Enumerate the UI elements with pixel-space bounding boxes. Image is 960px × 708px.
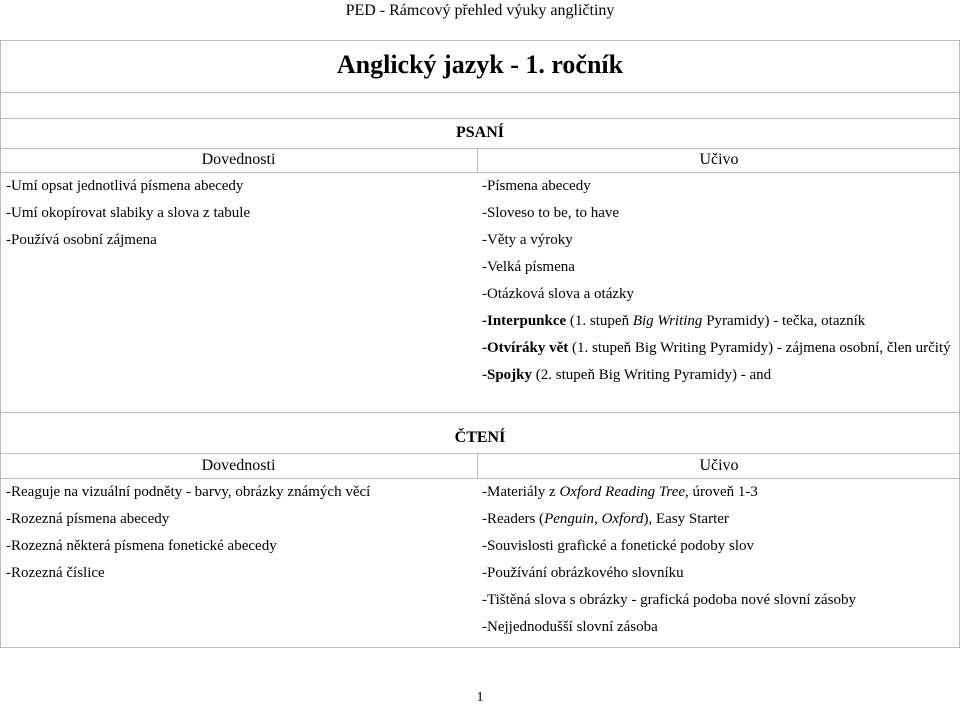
list-item: -Velká písmena: [482, 259, 575, 275]
list-item: -Věty a výroky: [482, 232, 573, 248]
list-item: -Písmena abecedy: [482, 178, 591, 194]
list-item: -Používání obrázkového slovníku: [482, 565, 684, 581]
row-divider: [0, 92, 960, 93]
list-item: -Readers (Penguin, Oxford), Easy Starter: [482, 511, 729, 527]
page-number: 1: [476, 690, 484, 705]
list-item: -Materiály z Oxford Reading Tree, úroveň 1-3: [482, 484, 758, 500]
item-bold: -Spojky: [482, 367, 533, 383]
list-item: -Otvíráky vět (1. stupeň Big Writing Pyramidy) - zájmena osobní, člen určitý: [482, 340, 951, 356]
reading-content-header: Učivo: [699, 457, 739, 474]
row-divider: [0, 172, 960, 173]
row-divider: [0, 478, 960, 479]
list-item: -Spojky (2. stupeň Big Writing Pyramidy) - and: [482, 367, 772, 383]
writing-skills-header: Dovednosti: [201, 151, 276, 168]
page-header: PED - Rámcový přehled výuky angličtiny: [345, 2, 615, 19]
section-title-writing: PSANÍ: [455, 124, 504, 141]
list-item: -Rozezná písmena abecedy: [6, 511, 170, 527]
writing-content-header: Učivo: [699, 151, 739, 168]
row-divider: [0, 118, 960, 119]
row-divider: [0, 148, 960, 149]
list-item: -Interpunkce (1. stupeň Big Writing Pyramidy) - tečka, otazník: [482, 313, 866, 329]
list-item: -Sloveso to be, to have: [482, 205, 620, 221]
reading-content-list: [482, 483, 957, 645]
item-bold: -Otvíráky vět: [482, 340, 569, 356]
reading-skills-header: Dovednosti: [201, 457, 276, 474]
list-item: -Nejjednodušší slovní zásoba: [482, 619, 658, 635]
list-item: -Umí opsat jednotlivá písmena abecedy: [6, 178, 244, 194]
writing-content-list: [482, 177, 952, 393]
list-item: -Rozezná číslice: [6, 565, 105, 581]
list-item: -Rozezná některá písmena fonetické abecedy: [6, 538, 277, 554]
list-item: -Souvislosti grafické a fonetické podoby slov: [482, 538, 755, 554]
list-item: -Používá osobní zájmena: [6, 232, 157, 248]
row-divider: [0, 412, 960, 413]
row-divider: [0, 453, 960, 454]
list-item: -Otázková slova a otázky: [482, 286, 635, 302]
section-title-reading: ČTENÍ: [454, 429, 506, 446]
list-item: -Umí okopírovat slabiky a slova z tabule: [6, 205, 251, 221]
reading-skills-list: [6, 483, 471, 591]
item-bold: -Interpunkce: [482, 313, 567, 329]
page-title: Anglický jazyk - 1. ročník: [336, 50, 624, 79]
list-item: -Reaguje na vizuální podněty - barvy, obrázky známých věcí: [6, 484, 371, 500]
list-item: -Tištěná slova s obrázky - grafická podoba nové slovní zásoby: [482, 592, 856, 608]
writing-skills-list: [6, 177, 471, 258]
